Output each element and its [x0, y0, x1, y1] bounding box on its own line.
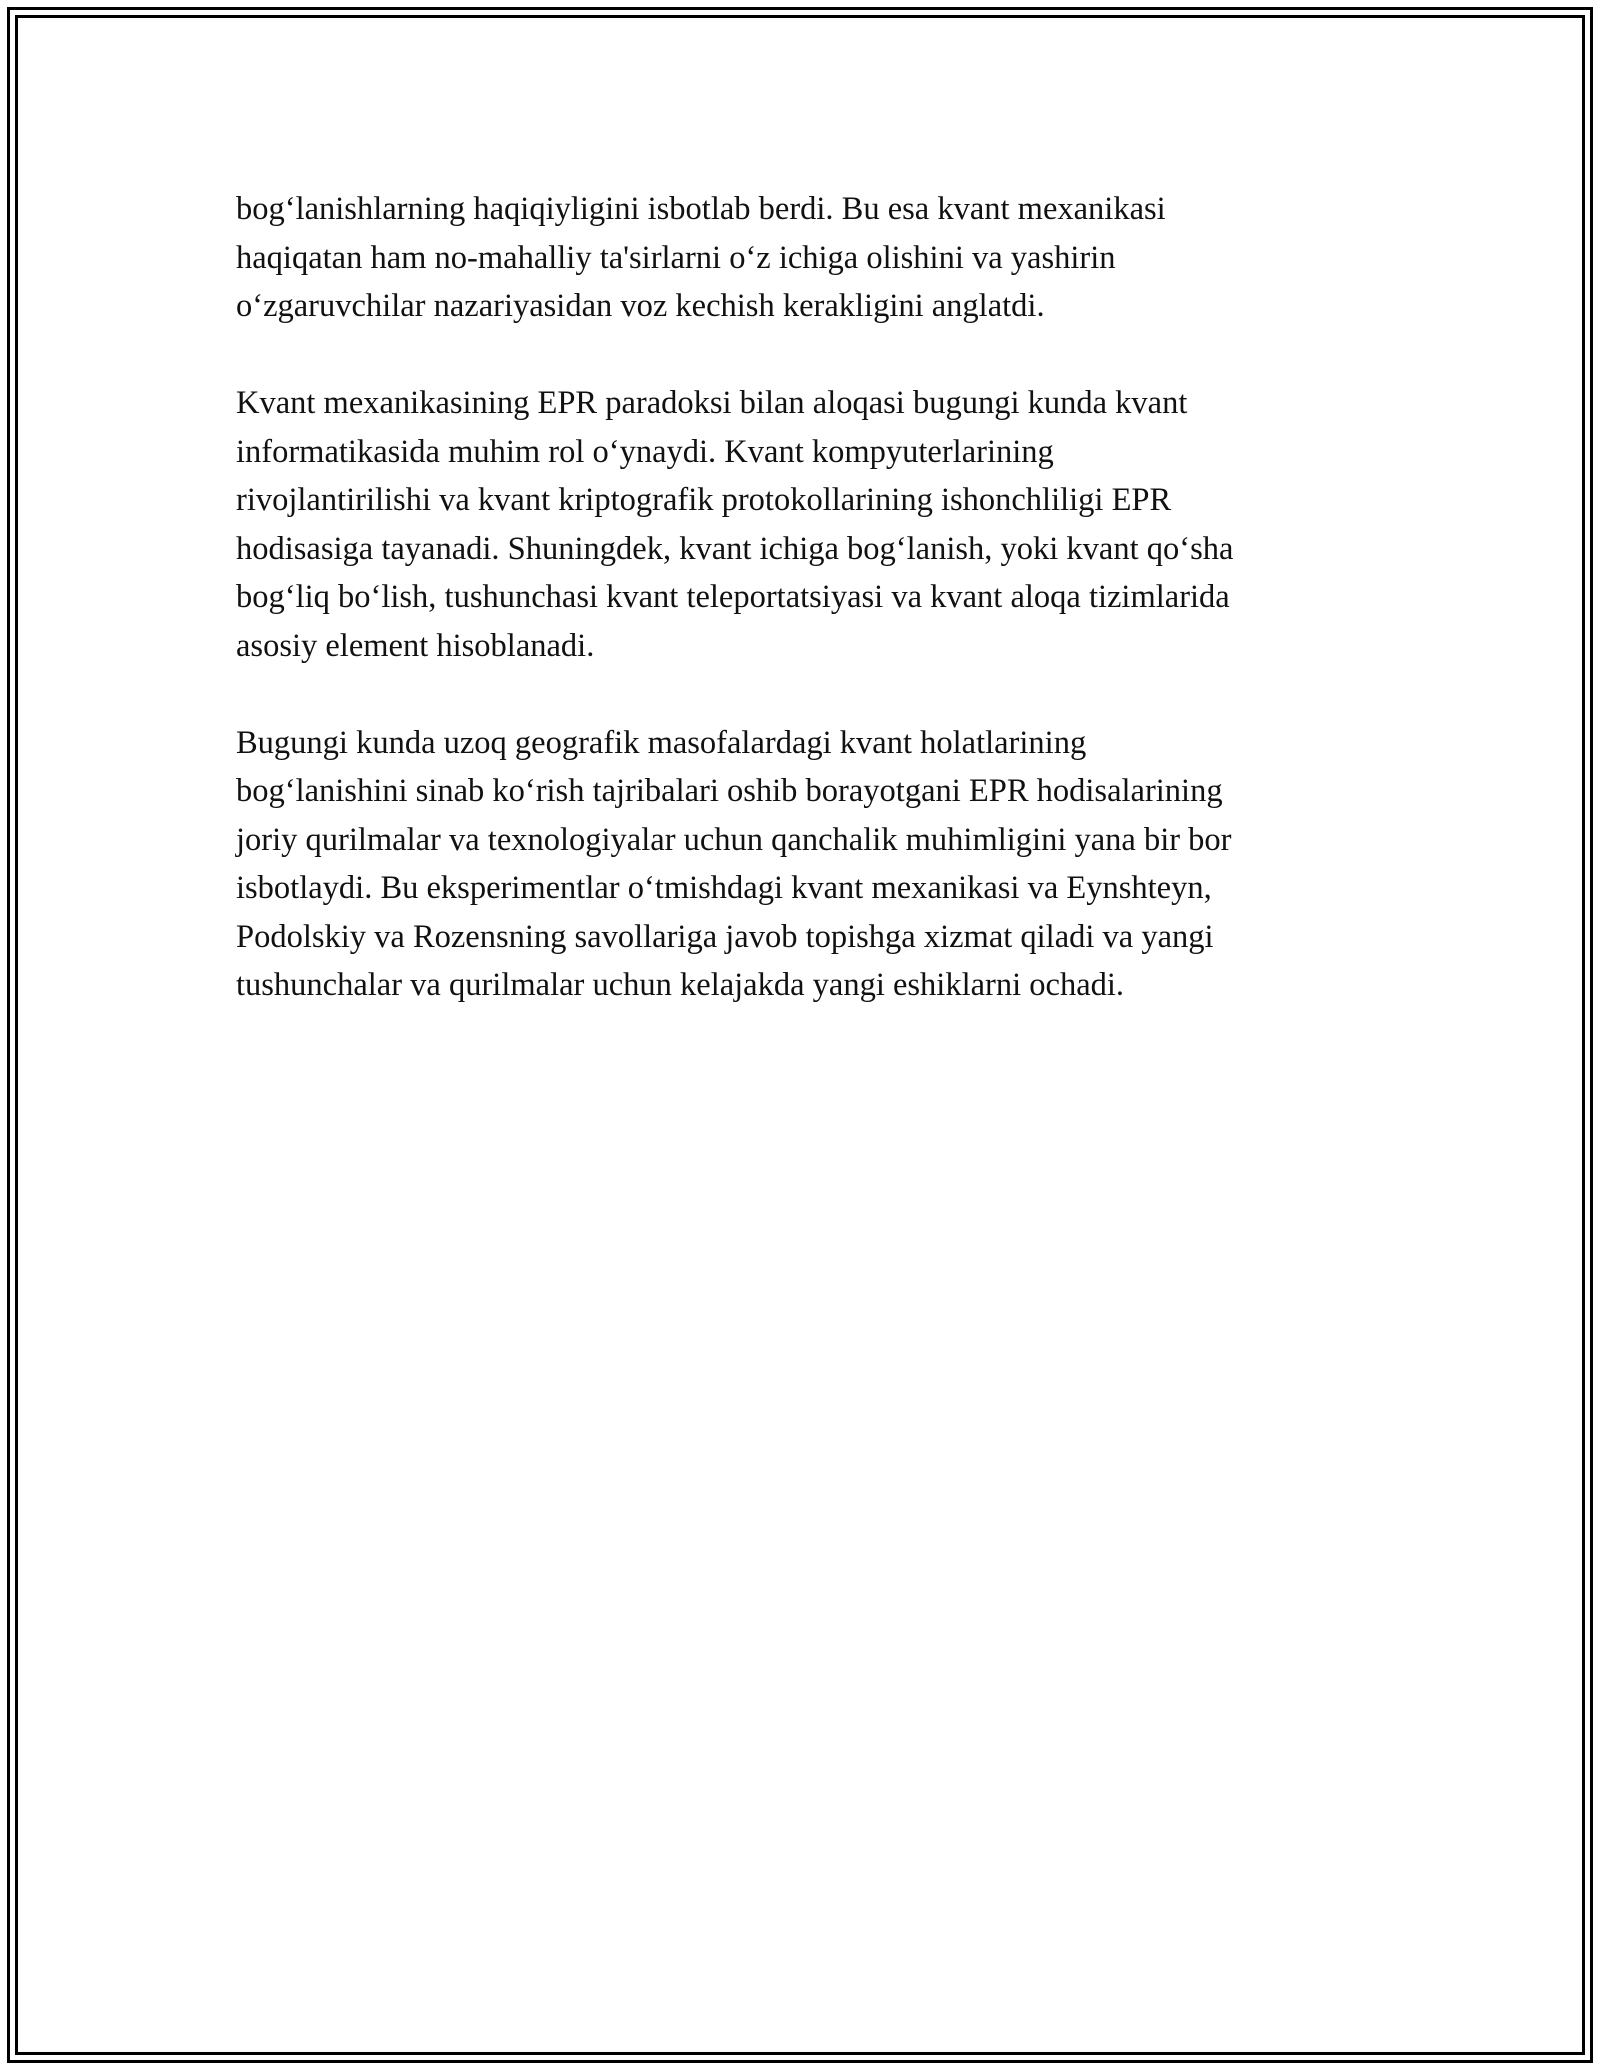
paragraph-line: Kvant mexanikasining EPR paradoksi bilan aloqasi bugungi kunda kvant [236, 385, 1188, 421]
paragraph-line: tushunchalar va qurilmalar uchun kelajakda yangi eshiklarni ochadi. [236, 967, 1125, 1003]
paragraph-line: rivojlantirilishi va kvant kriptografik protokollarining ishonchliligi EPR [236, 482, 1172, 518]
paragraph-line: Bugungi kunda uzoq geografik masofalardagi kvant holatlarining [236, 724, 1087, 761]
paragraph-line: hodisasiga tayanadi. Shuningdek, kvant ichiga bog‘lanish, yoki kvant qo‘sha [236, 530, 1234, 567]
paragraph-line: isbotlaydi. Bu eksperimentlar o‘tmishdagi kvant mexanikasi va Eynshteyn, [236, 870, 1212, 906]
paragraph-line: haqiqatan ham no-mahalliy ta'sirlarni o‘z ichiga olishini va yashirin [236, 239, 1116, 276]
paragraph-line: bog‘lanishlarning haqiqiyligini isbotlab berdi. Bu esa kvant mexanikasi [236, 191, 1166, 227]
paragraph-line: bog‘lanishini sinab ko‘rish tajribalari oshib borayotgani EPR hodisalarining [236, 773, 1223, 809]
paragraph-line: informatikasida muhim rol o‘ynaydi. Kvant kompyuterlarining [236, 433, 1054, 470]
paragraph-line: o‘zgaruvchilar nazariyasidan voz kechish kerakligini anglatdi. [236, 288, 1045, 324]
paragraph-line: asosiy element hisoblanadi. [236, 627, 595, 664]
paragraph-2 [236, 379, 1386, 670]
paragraph-1 [236, 185, 1386, 331]
paragraph-line: Podolskiy va Rozensning savollariga javob topishga xizmat qiladi va yangi [236, 918, 1214, 955]
paragraph-line: bog‘liq bo‘lish, tushunchasi kvant teleportatsiyasi va kvant aloqa tizimlarida [236, 579, 1230, 615]
paragraph-3 [236, 719, 1386, 1010]
document-body [236, 185, 1386, 1058]
paragraph-line: joriy qurilmalar va texnologiyalar uchun qanchalik muhimligini yana bir bor [236, 821, 1232, 858]
